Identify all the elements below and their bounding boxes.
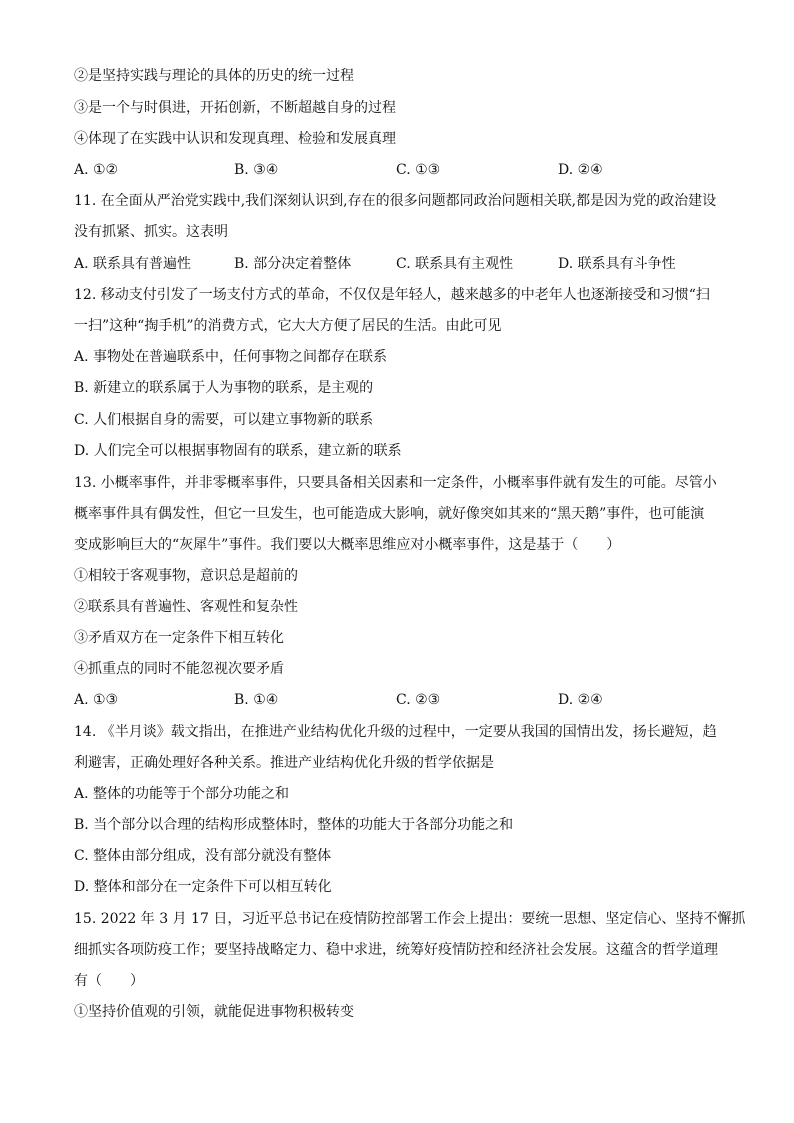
q13-item-1: ①相较于客观事物，意识总是超前的 (74, 568, 298, 584)
q12-option-c: C. 人们根据自身的需要，可以建立事物新的联系 (74, 412, 374, 428)
q13-option-b: B. ①④ (234, 692, 279, 708)
q10-options (74, 160, 734, 180)
q13-option-d: D. ②④ (558, 692, 603, 708)
q13-option-c: C. ②③ (396, 692, 441, 708)
q13-stem-line-3: 变成影响巨大的“灰犀牛”事件。我们要以大概率思维应对小概率事件，这是基于（ ） (74, 537, 621, 553)
q11-option-d: D. 联系具有斗争性 (558, 256, 676, 272)
q15-stem-line-2: 细抓实各项防疫工作；要坚持战略定力、稳中求进，统筹好疫情防控和经济社会发展。这蕴含的哲学道理 (74, 942, 718, 958)
q14-option-a: A. 整体的功能等于个部分功能之和 (74, 786, 290, 802)
q10-option-b: B. ③④ (234, 162, 279, 178)
q13-options (74, 690, 734, 710)
q12-option-a: A. 事物处在普遍联系中，任何事物之间都存在联系 (74, 349, 388, 365)
q12-stem-line-2: 一扫”这种“掏手机”的消费方式，它大大方便了居民的生活。由此可见 (74, 318, 502, 334)
q14-stem-line-2: 利避害，正确处理好各种关系。推进产业结构优化升级的哲学依据是 (74, 755, 494, 771)
q15-stem-line-3: 有（ ） (74, 973, 144, 989)
q15-item-1: ①坚持价值观的引领，就能促进事物积极转变 (74, 1004, 354, 1020)
q13-item-4: ④抓重点的同时不能忽视次要矛盾 (74, 661, 284, 677)
q11-option-b: B. 部分决定着整体 (234, 256, 352, 272)
q11-stem-line-2: 没有抓紧、抓实。这表明 (74, 224, 228, 240)
q11-options (74, 254, 734, 274)
q10-option-c: C. ①③ (396, 162, 441, 178)
q10-item-2: ②是坚持实践与理论的具体的历史的统一过程 (74, 68, 354, 84)
q14-option-c: C. 整体由部分组成，没有部分就没有整体 (74, 848, 332, 864)
q10-option-a: A. ①② (74, 162, 119, 178)
q10-item-3: ③是一个与时俱进，开拓创新，不断超越自身的过程 (74, 100, 396, 116)
q14-option-d: D. 整体和部分在一定条件下可以相互转化 (74, 879, 332, 895)
q11-stem-line-1: 11. 在全面从严治党实践中,我们深刻认识到,存在的很多问题都同政治问题相关联,都是因为党的政治建设 (74, 193, 717, 209)
q11-option-a: A. 联系具有普遍性 (74, 256, 192, 272)
q15-stem-line-1: 15. 2022 年 3 月 17 日，习近平总书记在疫情防控部署工作会上提出：要统一思想、坚定信心、坚持不懈抓 (74, 911, 746, 927)
q13-item-2: ②联系具有普遍性、客观性和复杂性 (74, 599, 298, 615)
q13-option-a: A. ①③ (74, 692, 119, 708)
q13-stem-line-1: 13. 小概率事件，并非零概率事件，只要具备相关因素和一定条件，小概率事件就有发生的可能。尽管小 (74, 475, 717, 491)
q14-option-b: B. 当个部分以合理的结构形成整体时，整体的功能大于各部分功能之和 (74, 817, 514, 833)
q13-stem-line-2: 概率事件具有偶发性，但它一旦发生，也可能造成大影响，就好像突如其来的“黑天鹅”事件，也可能演 (74, 506, 705, 522)
q13-item-3: ③矛盾双方在一定条件下相互转化 (74, 630, 284, 646)
q14-stem-line-1: 14. 《半月谈》载文指出，在推进产业结构优化升级的过程中，一定要从我国的国情出发，扬长避短，趋 (74, 724, 717, 740)
q11-option-c: C. 联系具有主观性 (396, 256, 514, 272)
q12-stem-line-1: 12. 移动支付引发了一场支付方式的革命，不仅仅是年轻人，越来越多的中老年人也逐渐接受和习惯“扫 (74, 287, 710, 303)
q10-item-4: ④体现了在实践中认识和发现真理、检验和发展真理 (74, 131, 396, 147)
q10-option-d: D. ②④ (558, 162, 603, 178)
q12-option-b: B. 新建立的联系属于人为事物的联系，是主观的 (74, 380, 374, 396)
q12-option-d: D. 人们完全可以根据事物固有的联系，建立新的联系 (74, 443, 402, 459)
